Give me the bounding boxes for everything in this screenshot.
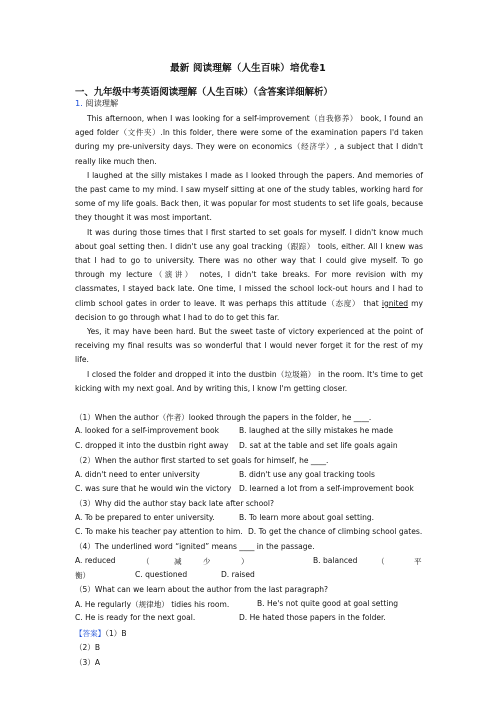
paragraph-4: Yes, it may have been hard. But the sweet taste of victory experienced at the point of receiving my final results was so wonderful that I would never forget it for the rest of my life. — [75, 327, 423, 365]
answer-1: （1）B — [105, 629, 127, 638]
paragraph-2: I laughed at the silly mistakes I made as I looked through the papers. And memories of the past came to my mind. I saw myself sitting at one of the study tables, working hard for some of my life goals. Back then, it was popular for most students to set life goals, because they thought it was most important. — [75, 170, 423, 223]
question-label — [75, 98, 118, 109]
q4-option-a-cn-2: 少 — [203, 557, 211, 566]
q2-option-d: D. learned a lot from a self-improvement book — [239, 484, 414, 493]
question-5: （5）What can we learn about the author from the last paragraph? — [75, 585, 329, 594]
section-heading: 一、九年级中考英语阅读理解（人生百味）（含答案详细解析） — [75, 87, 333, 98]
passage — [75, 112, 423, 396]
q5-option-a: A. He regularly（规律地） tidies his room. — [75, 600, 230, 609]
q2-option-a: A. didn't need to enter university — [75, 470, 200, 479]
q4-option-a-paren-close: ） — [241, 557, 249, 566]
q3-option-c: C. To make his teacher pay attention to him. — [75, 527, 243, 536]
underlined-word-ignited: ignited — [381, 298, 409, 308]
q2-option-b: B. didn't use any goal tracking tools — [239, 470, 375, 479]
q2-option-c: C. was sure that he would win the victory — [75, 484, 232, 493]
paragraph-5: I closed the folder and dropped it into the dustbin（垃圾箱） in the room. It's time to get kicking with my next goal. And by writing this, I know I'm getting closer. — [75, 369, 423, 393]
q3-option-a: A. To be prepared to enter university. — [75, 513, 215, 522]
q5-option-b: B. He's not quite good at goal setting — [257, 599, 399, 608]
q4-option-b-cn-2: 衡） — [75, 571, 91, 580]
q4-option-b-cn-1: 平 — [414, 557, 422, 566]
q3-option-d: D. To get the chance of climbing school gates. — [248, 527, 423, 536]
q5-option-c: C. He is ready for the next goal. — [75, 613, 196, 622]
answer-line-1 — [75, 628, 127, 639]
answer-2: （2）B — [75, 643, 101, 652]
q3-option-b: B. To learn more about goal setting. — [239, 513, 375, 522]
paragraph-1: This afternoon, when I was looking for a self-improvement（自我修养） book, I found an aged folder（文件夹）.In this folder, there were some of the examination papers I'd taken during my pre-university days. They were on economics（经济学）, a subject that I didn't really like much then. — [75, 114, 423, 166]
q4-option-a: A. reduced — [75, 556, 116, 565]
q1-option-c: C. dropped it into the dustbin right away — [75, 441, 229, 450]
q5-option-d: D. He hated those papers in the folder. — [239, 613, 386, 622]
q1-option-a: A. looked for a self-improvement book — [75, 426, 219, 435]
question-type: 阅读理解 — [85, 98, 119, 108]
q4-option-c: C. questioned — [135, 570, 188, 579]
q4-option-a-cn-1: 减 — [174, 557, 182, 566]
q1-option-b: B. laughed at the silly mistakes he made — [239, 426, 394, 435]
page-title: 最新 阅读理解（人生百味）培优卷1 — [170, 63, 326, 74]
paragraph-3: It was during those times that I first started to set goals for myself. I didn't know much about goal setting then. I didn't use any goal tracking（跟踪） tools, either. All I knew was that I had to go to university. There was no other way that I could give myself. To go through my lecture（演讲） notes, I didn't take breaks. For more revision with my classmates, I stayed back late. One time, I missed the school lock-out hours and I had to climb school gates in order to leave. It was perhaps this attitude（态度） that ignited my decision to go through what I had to do to get this far. — [75, 227, 423, 322]
q4-option-a-paren-open: （ — [142, 557, 150, 566]
answer-tag: 【答案】 — [75, 629, 106, 638]
question-3: （3）Why did the author stay back late after school? — [75, 499, 275, 508]
q4-option-d: D. raised — [221, 570, 255, 579]
q4-option-b-paren-open: （ — [377, 557, 385, 566]
question-number: 1. — [75, 98, 83, 108]
question-1: （1）When the author（作者）looked through the papers in the folder, he ____. — [75, 413, 372, 422]
q1-option-d: D. sat at the table and set life goals again — [239, 441, 398, 450]
question-4: （4）The underlined word “ignited” means ____ in the passage. — [75, 542, 315, 551]
answer-3: （3）A — [75, 658, 101, 667]
question-2: （2）When the author first started to set goals for himself, he ____. — [75, 456, 329, 465]
q4-option-b: B. balanced — [313, 556, 358, 565]
